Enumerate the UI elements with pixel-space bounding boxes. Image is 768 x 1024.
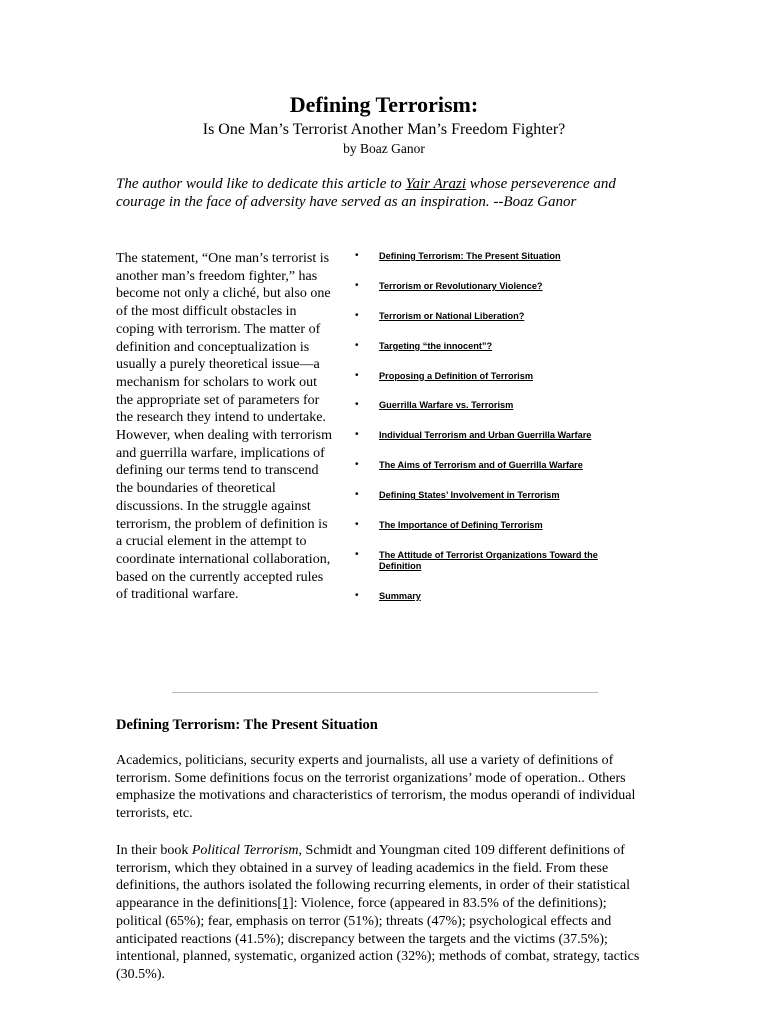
toc-item — [355, 311, 635, 322]
toc-item — [355, 460, 635, 471]
toc-item — [355, 341, 635, 352]
toc-item — [355, 520, 635, 531]
toc-item — [355, 371, 635, 382]
toc-item — [355, 430, 635, 441]
bullet-icon: • — [355, 339, 359, 351]
bullet-icon: • — [355, 250, 359, 261]
book-title: Political Terrorism — [191, 843, 299, 858]
toc-item — [355, 591, 635, 602]
bullet-icon: • — [355, 309, 359, 321]
toc-item — [355, 400, 635, 411]
section-divider — [172, 692, 598, 693]
dedication-note — [116, 175, 656, 211]
footnote-link[interactable]: [1] — [277, 896, 294, 912]
dedication-link[interactable]: Yair Arazi — [405, 176, 467, 192]
toc-link[interactable]: Defining Terrorism: The Present Situation — [379, 251, 561, 261]
bullet-icon: • — [355, 399, 359, 411]
paragraph-text: In their book — [116, 843, 192, 858]
body-paragraph — [116, 842, 656, 984]
toc-item — [355, 550, 635, 572]
bullet-icon: • — [355, 459, 359, 471]
author-byline: by Boaz Ganor — [343, 141, 425, 156]
bullet-icon: • — [355, 519, 359, 531]
section-heading: Defining Terrorism: The Present Situation — [116, 717, 378, 733]
dedication-text-after: whose perseverence and courage in the face of adversity have served as an inspiration. --Boaz Ganor — [116, 176, 616, 210]
bullet-icon: • — [355, 429, 359, 441]
body-paragraph: Academics, politicians, security experts and journalists, all use a variety of definitions of terrorism. Some definitions focus on the terrorist organizations’ mode of operation.. Others emphasize the motivations and characteristics of terrorism, the modus operandi of individual terrorists, etc. — [116, 753, 636, 822]
toc-link[interactable]: Targeting “the innocent”? — [379, 340, 493, 351]
toc-link[interactable]: The Importance of Defining Terrorism — [379, 520, 543, 531]
bullet-icon: • — [355, 589, 359, 601]
toc-link[interactable]: Proposing a Definition of Terrorism — [379, 370, 533, 381]
toc-link[interactable]: Guerrilla Warfare vs. Terrorism — [379, 400, 514, 411]
toc-link[interactable]: The Aims of Terrorism and of Guerrilla Warfare — [379, 460, 583, 471]
paragraph-text: , Schmidt and Youngman cited 109 different definitions of terrorism, which they obtained in a survey of leading academics in the field. From these definitions, the authors isolated the following recurring elements, in order of their statistical appearance in the definitions — [116, 843, 630, 912]
toc-item — [355, 490, 635, 501]
page-title: Defining Terrorism: — [289, 92, 479, 117]
toc-item — [355, 251, 635, 262]
toc-link[interactable]: Defining States’ Involvement in Terrorism — [379, 490, 560, 501]
toc-link[interactable]: Terrorism or Revolutionary Violence? — [379, 280, 543, 291]
table-of-contents — [355, 251, 635, 621]
toc-link[interactable]: Terrorism or National Liberation? — [379, 310, 525, 321]
toc-link[interactable]: Summary — [379, 590, 421, 601]
toc-link[interactable]: The Attitude of Terrorist Organizations Toward the Definition — [379, 549, 598, 571]
toc-item — [355, 281, 635, 292]
intro-paragraph: The statement, “One man’s terrorist is another man’s freedom fighter,” has become not only a cliché, but also one of the most difficult obstacles in coping with terrorism. The matter of definition and conceptualization is usually a purely theoretical issue—a mechanism for scholars to work out the appropriate set of parameters for the research they intend to undertake. However, when dealing with terrorism and guerrilla warfare, implications of defining our terms tend to transcend the boundaries of theoretical discussions. In the struggle against terrorism, the problem of definition is a crucial element in the attempt to coordinate international collaboration, based on the currently accepted rules of traditional warfare. — [116, 251, 332, 603]
paragraph-text: : Violence, force (appeared in 83.5% of the definitions); political (65%); fear, emphasis on terror (51%); threats (47%); psychological effects and anticipated reactions (41.5%); discrepancy between the targets and the victims (37.5%); intentional, planned, systematic, organized action (32%); methods of combat, strategy, tactics (30.5%). — [116, 896, 640, 982]
dedication-text-before: The author would like to dedicate this article to — [116, 176, 406, 192]
bullet-icon: • — [355, 489, 359, 501]
page-subtitle: Is One Man’s Terrorist Another Man’s Freedom Fighter? — [202, 121, 566, 138]
bullet-icon: • — [355, 369, 359, 381]
bullet-icon: • — [355, 279, 359, 291]
bullet-icon: • — [355, 548, 359, 560]
toc-link[interactable]: Individual Terrorism and Urban Guerrilla Warfare — [379, 430, 592, 441]
